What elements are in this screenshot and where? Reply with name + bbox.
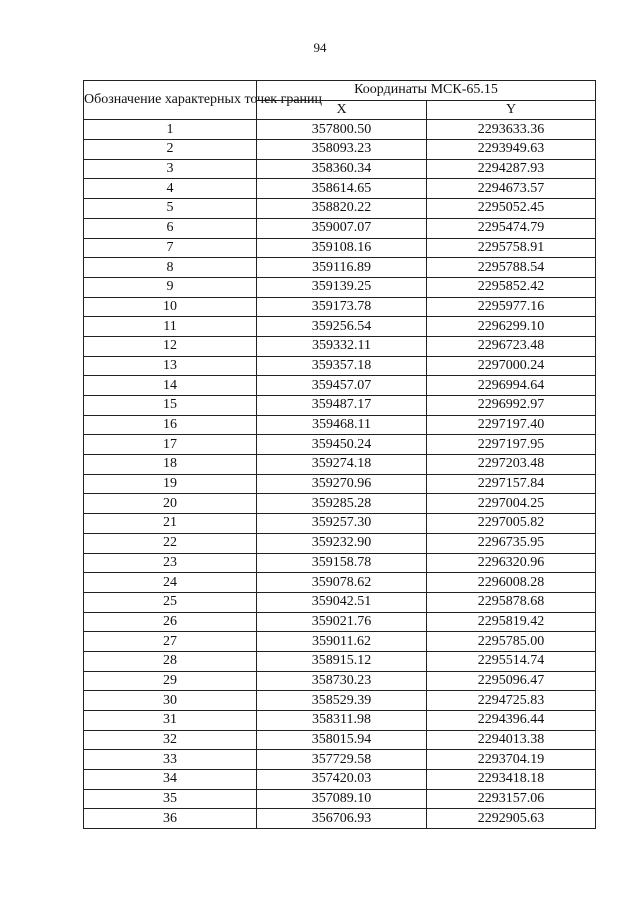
point-number-cell: 30	[84, 691, 257, 711]
x-coordinate-cell: 357420.03	[257, 770, 427, 790]
y-coordinate-cell: 2297197.40	[427, 415, 596, 435]
point-number-cell: 26	[84, 612, 257, 632]
y-coordinate-cell: 2294673.57	[427, 179, 596, 199]
page-number: 94	[313, 40, 327, 55]
y-coordinate-cell: 2296008.28	[427, 573, 596, 593]
x-coordinate-cell: 359468.11	[257, 415, 427, 435]
y-coordinate-cell: 2295785.00	[427, 632, 596, 652]
x-coordinate-cell: 356706.93	[257, 809, 427, 829]
point-number-cell: 1	[84, 120, 257, 140]
table-row	[84, 455, 596, 475]
x-coordinate-cell: 359457.07	[257, 376, 427, 396]
table-row	[84, 435, 596, 455]
table-body	[84, 120, 596, 829]
point-number-cell: 16	[84, 415, 257, 435]
x-coordinate-cell: 358311.98	[257, 711, 427, 731]
table-row	[84, 632, 596, 652]
y-coordinate-cell: 2295977.16	[427, 297, 596, 317]
y-coordinate-cell: 2294287.93	[427, 159, 596, 179]
table-row	[84, 770, 596, 790]
table-row	[84, 789, 596, 809]
point-number-cell: 7	[84, 238, 257, 258]
x-coordinate-cell: 359270.96	[257, 474, 427, 494]
x-coordinate-cell: 357800.50	[257, 120, 427, 140]
table-row	[84, 297, 596, 317]
y-coordinate-cell: 2293633.36	[427, 120, 596, 140]
table-row	[84, 612, 596, 632]
y-coordinate-cell: 2293949.63	[427, 140, 596, 160]
x-coordinate-cell: 359285.28	[257, 494, 427, 514]
x-coordinate-cell: 359357.18	[257, 356, 427, 376]
x-coordinate-cell: 359078.62	[257, 573, 427, 593]
table-row	[84, 533, 596, 553]
point-number-cell: 3	[84, 159, 257, 179]
point-number-cell: 18	[84, 455, 257, 475]
table-row	[84, 474, 596, 494]
point-number-cell: 35	[84, 789, 257, 809]
x-coordinate-cell: 358730.23	[257, 671, 427, 691]
point-number-cell: 36	[84, 809, 257, 829]
y-coordinate-cell: 2296320.96	[427, 553, 596, 573]
x-coordinate-cell: 359257.30	[257, 514, 427, 534]
y-column-header: Y	[427, 100, 596, 120]
y-coordinate-cell: 2294013.38	[427, 730, 596, 750]
y-coordinate-cell: 2296299.10	[427, 317, 596, 337]
table-row	[84, 336, 596, 356]
table-row	[84, 651, 596, 671]
x-column-header: X	[257, 100, 427, 120]
table-row	[84, 592, 596, 612]
x-coordinate-cell: 359042.51	[257, 592, 427, 612]
y-coordinate-cell: 2295052.45	[427, 199, 596, 219]
table-row	[84, 573, 596, 593]
y-coordinate-cell: 2297000.24	[427, 356, 596, 376]
point-number-cell: 22	[84, 533, 257, 553]
point-number-cell: 12	[84, 336, 257, 356]
point-number-cell: 24	[84, 573, 257, 593]
point-number-cell: 27	[84, 632, 257, 652]
table-row	[84, 159, 596, 179]
y-coordinate-cell: 2295852.42	[427, 277, 596, 297]
point-number-cell: 31	[84, 711, 257, 731]
x-coordinate-cell: 359108.16	[257, 238, 427, 258]
y-coordinate-cell: 2296994.64	[427, 376, 596, 396]
point-number-cell: 15	[84, 396, 257, 416]
table-row	[84, 809, 596, 829]
x-coordinate-cell: 359011.62	[257, 632, 427, 652]
table-row	[84, 376, 596, 396]
point-number-cell: 9	[84, 277, 257, 297]
y-coordinate-cell: 2292905.63	[427, 809, 596, 829]
table-row	[84, 238, 596, 258]
y-coordinate-cell: 2294396.44	[427, 711, 596, 731]
point-number-cell: 23	[84, 553, 257, 573]
y-coordinate-cell: 2294725.83	[427, 691, 596, 711]
x-coordinate-cell: 359487.17	[257, 396, 427, 416]
y-coordinate-cell: 2295758.91	[427, 238, 596, 258]
point-number-cell: 8	[84, 258, 257, 278]
y-coordinate-cell: 2296723.48	[427, 336, 596, 356]
point-number-cell: 2	[84, 140, 257, 160]
x-coordinate-cell: 359232.90	[257, 533, 427, 553]
x-coordinate-cell: 359158.78	[257, 553, 427, 573]
table-row	[84, 218, 596, 238]
table-row	[84, 277, 596, 297]
table-row	[84, 179, 596, 199]
y-coordinate-cell: 2293418.18	[427, 770, 596, 790]
x-coordinate-cell: 358915.12	[257, 651, 427, 671]
x-coordinate-cell: 358614.65	[257, 179, 427, 199]
point-number-cell: 33	[84, 750, 257, 770]
table-row	[84, 553, 596, 573]
point-number-cell: 20	[84, 494, 257, 514]
y-coordinate-cell: 2297197.95	[427, 435, 596, 455]
table-row	[84, 494, 596, 514]
x-coordinate-cell: 357729.58	[257, 750, 427, 770]
point-number-cell: 21	[84, 514, 257, 534]
x-coordinate-cell: 359173.78	[257, 297, 427, 317]
table-row	[84, 671, 596, 691]
table-row	[84, 691, 596, 711]
point-number-cell: 5	[84, 199, 257, 219]
x-coordinate-cell: 358093.23	[257, 140, 427, 160]
x-coordinate-cell: 359116.89	[257, 258, 427, 278]
point-number-cell: 19	[84, 474, 257, 494]
point-number-cell: 6	[84, 218, 257, 238]
x-coordinate-cell: 358820.22	[257, 199, 427, 219]
point-number-cell: 4	[84, 179, 257, 199]
point-number-cell: 25	[84, 592, 257, 612]
y-coordinate-cell: 2295514.74	[427, 651, 596, 671]
table-row	[84, 140, 596, 160]
y-coordinate-cell: 2295474.79	[427, 218, 596, 238]
table-row	[84, 514, 596, 534]
point-number-cell: 10	[84, 297, 257, 317]
point-designation-header: Обозначение характерных точек границ	[84, 81, 257, 120]
table-row	[84, 258, 596, 278]
x-coordinate-cell: 358529.39	[257, 691, 427, 711]
table-row	[84, 711, 596, 731]
table-row	[84, 730, 596, 750]
y-coordinate-cell: 2295096.47	[427, 671, 596, 691]
x-coordinate-cell: 359021.76	[257, 612, 427, 632]
x-coordinate-cell: 358015.94	[257, 730, 427, 750]
y-coordinate-cell: 2295878.68	[427, 592, 596, 612]
y-coordinate-cell: 2296992.97	[427, 396, 596, 416]
y-coordinate-cell: 2297004.25	[427, 494, 596, 514]
table-row	[84, 415, 596, 435]
x-coordinate-cell: 359139.25	[257, 277, 427, 297]
table-row	[84, 317, 596, 337]
table-row	[84, 199, 596, 219]
coordinates-header: Координаты МСК-65.15	[257, 81, 596, 101]
coordinates-table	[83, 80, 596, 829]
y-coordinate-cell: 2293704.19	[427, 750, 596, 770]
x-coordinate-cell: 359007.07	[257, 218, 427, 238]
point-number-cell: 28	[84, 651, 257, 671]
table-row	[84, 120, 596, 140]
table-row	[84, 356, 596, 376]
x-coordinate-cell: 359450.24	[257, 435, 427, 455]
y-coordinate-cell: 2293157.06	[427, 789, 596, 809]
x-coordinate-cell: 359256.54	[257, 317, 427, 337]
point-number-cell: 29	[84, 671, 257, 691]
x-coordinate-cell: 357089.10	[257, 789, 427, 809]
x-coordinate-cell: 359332.11	[257, 336, 427, 356]
table-row	[84, 396, 596, 416]
point-number-cell: 34	[84, 770, 257, 790]
y-coordinate-cell: 2295788.54	[427, 258, 596, 278]
y-coordinate-cell: 2295819.42	[427, 612, 596, 632]
point-number-cell: 13	[84, 356, 257, 376]
point-number-cell: 32	[84, 730, 257, 750]
point-number-cell: 14	[84, 376, 257, 396]
point-number-cell: 11	[84, 317, 257, 337]
y-coordinate-cell: 2297203.48	[427, 455, 596, 475]
y-coordinate-cell: 2297157.84	[427, 474, 596, 494]
x-coordinate-cell: 359274.18	[257, 455, 427, 475]
y-coordinate-cell: 2296735.95	[427, 533, 596, 553]
y-coordinate-cell: 2297005.82	[427, 514, 596, 534]
table-row	[84, 750, 596, 770]
x-coordinate-cell: 358360.34	[257, 159, 427, 179]
point-number-cell: 17	[84, 435, 257, 455]
